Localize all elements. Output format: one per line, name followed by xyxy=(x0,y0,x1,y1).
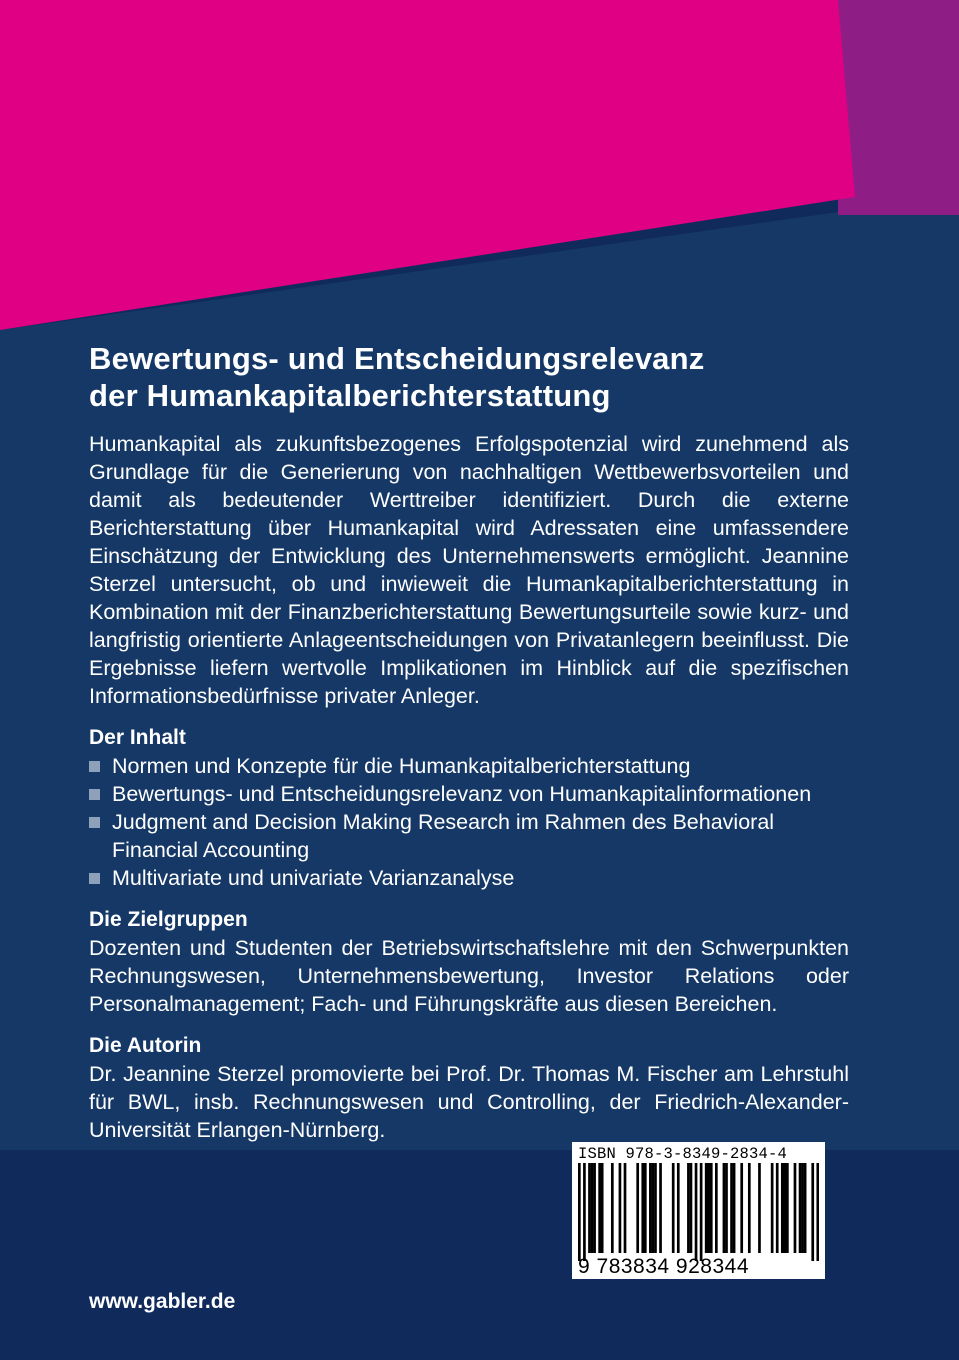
barcode-bar xyxy=(591,1163,594,1253)
barcode-bar xyxy=(811,1163,814,1261)
barcode-bar xyxy=(588,1163,591,1253)
barcode-bar xyxy=(740,1163,743,1253)
barcode-bar xyxy=(611,1163,614,1253)
barcode-bar xyxy=(644,1163,647,1253)
barcode-bar xyxy=(649,1163,652,1253)
barcode-bar xyxy=(598,1163,601,1253)
book-title-line1: Bewertungs- und Entscheidungsrelevanz xyxy=(89,341,705,376)
barcode-bar xyxy=(748,1163,751,1253)
barcode-bar xyxy=(715,1163,718,1253)
barcode-bar xyxy=(801,1163,804,1253)
book-title xyxy=(89,340,849,414)
barcode-bar xyxy=(783,1163,786,1253)
barcode-bar xyxy=(700,1163,703,1261)
barcode-bars xyxy=(578,1163,819,1261)
back-cover-text xyxy=(89,340,849,1144)
barcode-bar xyxy=(723,1163,726,1253)
zielgruppen-text: Dozenten und Studenten der Betriebswirtschaftslehre mit den Schwerpunkten Rechnungswesen, Unternehmensbewertung, Investor Relations oder Personalmanagement; Fach- und Führungskräfte aus diesen Bereichen. xyxy=(89,936,849,1016)
autorin-section xyxy=(89,1032,849,1144)
barcode-bar xyxy=(781,1163,784,1253)
barcode-bar xyxy=(695,1163,698,1261)
barcode-bar xyxy=(601,1163,604,1253)
barcode-bar xyxy=(578,1163,581,1261)
barcode-bar xyxy=(677,1163,680,1253)
barcode-bar xyxy=(641,1163,644,1253)
barcode-bar xyxy=(619,1163,622,1253)
barcode-bar xyxy=(804,1163,807,1253)
zielgruppen-section xyxy=(89,906,849,1018)
barcode-digits: 9 783834 928344 xyxy=(578,1255,749,1278)
barcode-bar xyxy=(707,1163,710,1253)
barcode-bar xyxy=(583,1163,586,1261)
barcode-bar xyxy=(690,1163,693,1253)
barcode-bar xyxy=(705,1163,708,1253)
autorin-heading: Die Autorin xyxy=(89,1034,202,1057)
barcode-bar xyxy=(794,1163,797,1253)
barcode-bar xyxy=(624,1163,627,1253)
book-description: Humankapital als zukunftsbezogenes Erfolgspotenzial wird zunehmend als Grundlage für die Generierung von nachhaltigen Wettbewerbsvorteilen und damit als bedeutender Werttreiber identifiziert. Durch die externe Berichterstattung über Humankapital wird Adressaten eine umfassendere Einschätzung der Entwicklung des Unternehmenswerts ermöglicht. Jeannine Sterzel untersucht, ob und inwieweit die Humankapitalberichterstattung in Kombination mit der Finanzberichterstattung Bewertungsurteile sowie kurz- und langfristig orientierte Anlageentscheidungen von Privatanlegern beeinflusst. Die Ergebnisse liefern wertvolle Implikationen im Hinblick auf die spezifischen Informationsbedürfnisse privater Anleger. xyxy=(89,432,849,708)
purple-corner xyxy=(838,0,959,215)
barcode-bar xyxy=(687,1163,690,1253)
zielgruppen-heading: Die Zielgruppen xyxy=(89,908,248,931)
barcode-bar xyxy=(758,1163,761,1253)
barcode-bar xyxy=(725,1163,728,1253)
barcode-bar xyxy=(776,1163,779,1253)
publisher-website: www.gabler.de xyxy=(89,1290,236,1313)
barcode-bar xyxy=(593,1163,596,1253)
barcode-bar xyxy=(710,1163,713,1253)
barcode-bar xyxy=(799,1163,802,1253)
list-item: Normen und Konzepte für die Humankapitalberichterstattung xyxy=(89,752,849,780)
list-item: Bewertungs- und Entscheidungsrelevanz von Humankapitalinformationen xyxy=(89,780,849,808)
barcode-bar xyxy=(654,1163,657,1253)
barcode-bar xyxy=(659,1163,662,1253)
list-item: Judgment and Decision Making Research im Rahmen des Behavioral Financial Accounting xyxy=(89,808,849,864)
isbn-barcode xyxy=(572,1142,825,1279)
barcode-bar xyxy=(672,1163,675,1253)
autorin-text: Dr. Jeannine Sterzel promovierte bei Prof. Dr. Thomas M. Fischer am Lehrstuhl für BWL, insb. Rechnungswesen und Controlling, der Friedrich-Alexander-Universität Erlangen-Nürnberg. xyxy=(89,1062,849,1142)
barcode-bar xyxy=(733,1163,736,1253)
barcode-bar xyxy=(636,1163,639,1253)
barcode-bar xyxy=(786,1163,789,1253)
isbn-label: ISBN 978-3-8349-2834-4 xyxy=(578,1145,788,1163)
barcode-bar xyxy=(652,1163,655,1253)
barcode-bar xyxy=(816,1163,819,1261)
book-title-line2: der Humankapitalberichterstattung xyxy=(89,378,611,413)
inhalt-list xyxy=(89,752,849,892)
barcode-bar xyxy=(730,1163,733,1253)
inhalt-heading: Der Inhalt xyxy=(89,726,186,749)
barcode-bar xyxy=(771,1163,774,1253)
list-item: Multivariate und univariate Varianzanalyse xyxy=(89,864,849,892)
inhalt-section xyxy=(89,724,849,892)
